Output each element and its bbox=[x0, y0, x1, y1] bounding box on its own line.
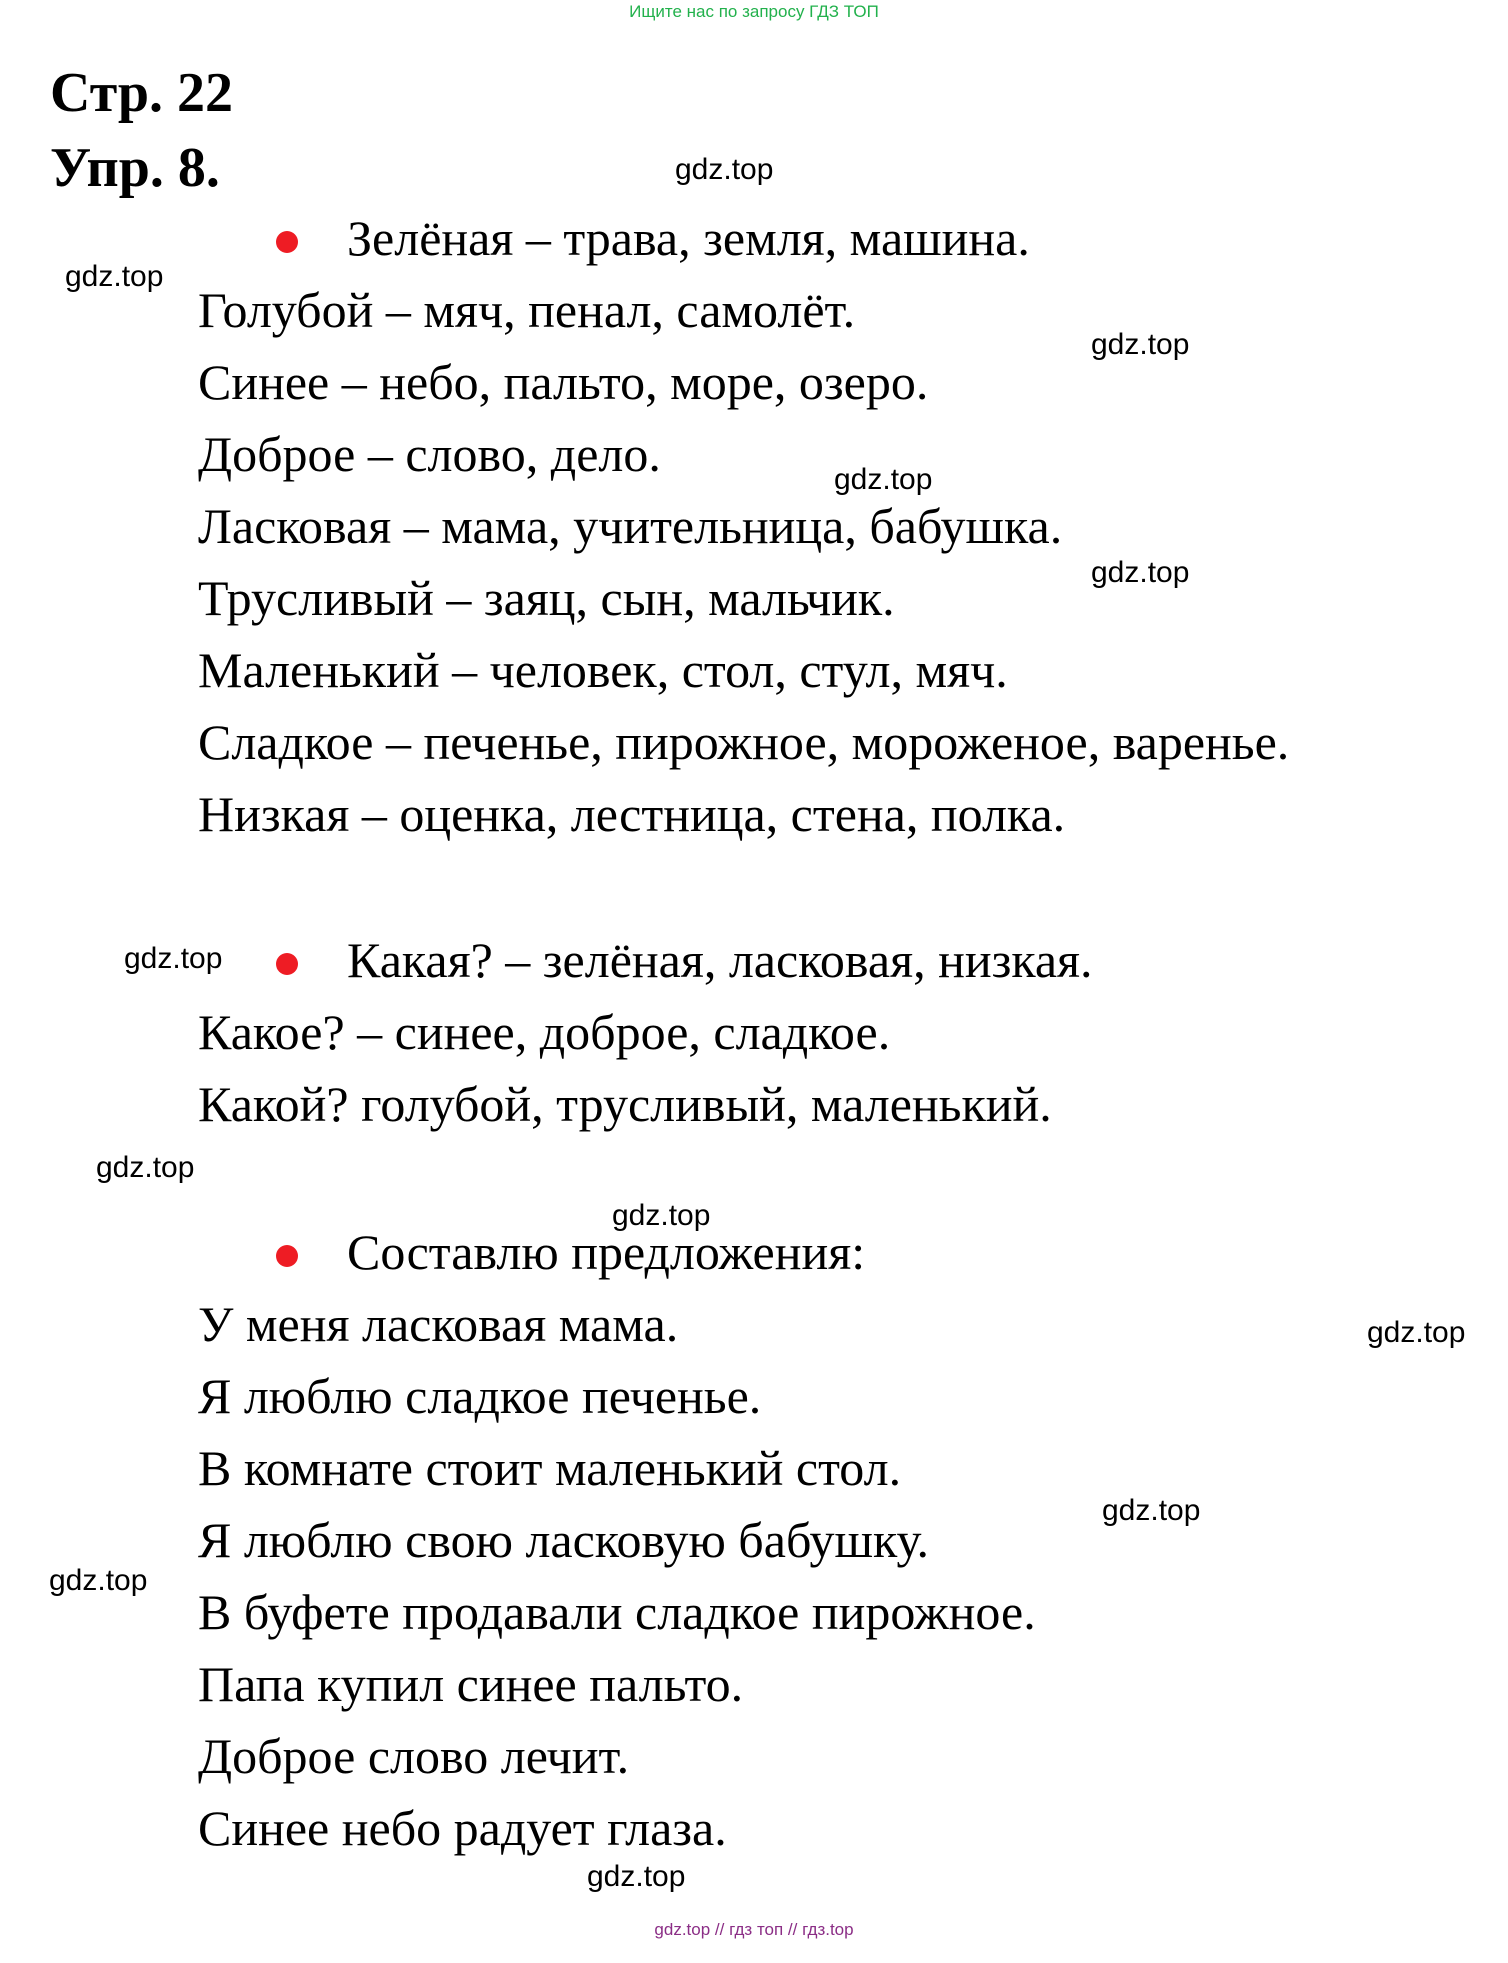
watermark: gdz.top bbox=[96, 1151, 195, 1184]
watermark: gdz.top bbox=[834, 463, 933, 496]
watermark: gdz.top bbox=[65, 260, 164, 293]
bullet-icon bbox=[276, 1245, 298, 1267]
watermark: gdz.top bbox=[587, 1860, 686, 1893]
page-label: Стр. 22 bbox=[50, 62, 234, 124]
bullet-icon bbox=[276, 231, 298, 253]
list-item: Я люблю свою ласковую бабушку. bbox=[198, 1512, 930, 1568]
watermark: gdz.top bbox=[612, 1199, 711, 1232]
list-item: Сладкое – печенье, пирожное, мороженое, варенье. bbox=[198, 714, 1290, 770]
list-item: Какой? голубой, трусливый, маленький. bbox=[198, 1076, 1052, 1132]
bottom-banner[interactable]: gdz.top // гдз топ // гдз.top bbox=[654, 1920, 854, 1939]
watermark: gdz.top bbox=[49, 1564, 148, 1597]
list-item: Голубой – мяч, пенал, самолёт. bbox=[198, 282, 856, 338]
watermark: gdz.top bbox=[1091, 556, 1190, 589]
list-item: Какое? – синее, доброе, сладкое. bbox=[198, 1004, 891, 1060]
list-item: Зелёная – трава, земля, машина. bbox=[347, 210, 1030, 266]
watermark: gdz.top bbox=[1091, 328, 1190, 361]
watermark: gdz.top bbox=[124, 942, 223, 975]
list-item: В комнате стоит маленький стол. bbox=[198, 1440, 902, 1496]
list-item: В буфете продавали сладкое пирожное. bbox=[198, 1584, 1036, 1640]
top-banner[interactable]: Ищите нас по запросу ГДЗ ТОП bbox=[629, 2, 879, 21]
list-item: Низкая – оценка, лестница, стена, полка. bbox=[198, 786, 1066, 842]
list-item: Папа купил синее пальто. bbox=[198, 1656, 744, 1712]
list-item: У меня ласковая мама. bbox=[198, 1296, 679, 1352]
watermark: gdz.top bbox=[675, 153, 774, 186]
list-item: Синее – небо, пальто, море, озеро. bbox=[198, 354, 929, 410]
watermark: gdz.top bbox=[1102, 1494, 1201, 1527]
list-item: Какая? – зелёная, ласковая, низкая. bbox=[347, 932, 1093, 988]
list-item: Трусливый – заяц, сын, мальчик. bbox=[198, 570, 895, 626]
list-item: Доброе слово лечит. bbox=[198, 1728, 630, 1784]
section-heading: Составлю предложения: bbox=[347, 1224, 866, 1280]
list-item: Доброе – слово, дело. bbox=[198, 426, 661, 482]
bullet-icon bbox=[276, 953, 298, 975]
list-item: Синее небо радует глаза. bbox=[198, 1800, 727, 1856]
list-item: Я люблю сладкое печенье. bbox=[198, 1368, 762, 1424]
watermark: gdz.top bbox=[1367, 1316, 1466, 1349]
list-item: Маленький – человек, стол, стул, мяч. bbox=[198, 642, 1008, 698]
exercise-label: Упр. 8. bbox=[50, 137, 220, 199]
list-item: Ласковая – мама, учительница, бабушка. bbox=[198, 498, 1063, 554]
